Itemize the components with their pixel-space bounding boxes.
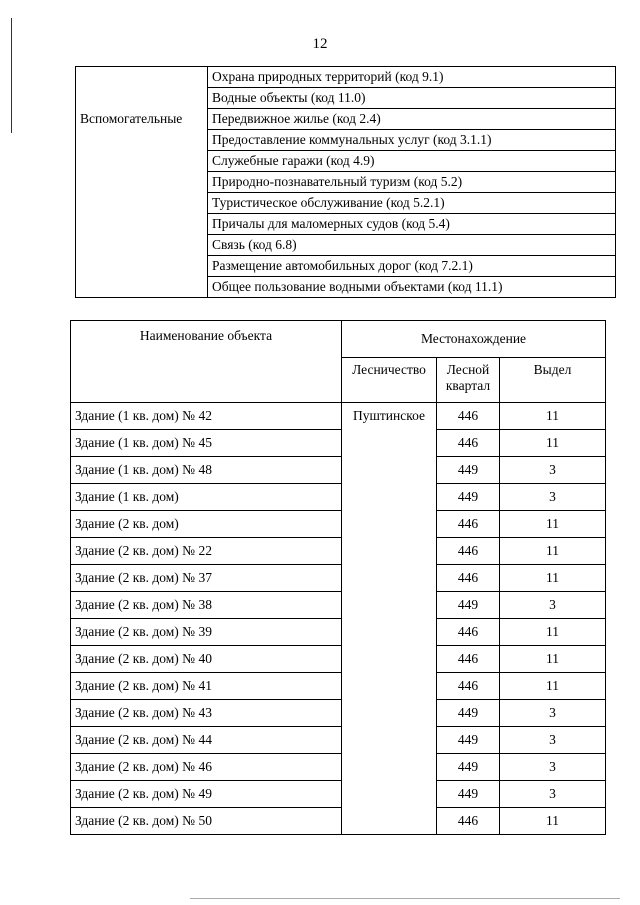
forestry-cell (342, 592, 437, 619)
vydel-cell: 11 (500, 673, 606, 700)
uses-item: Связь (код 6.8) (208, 235, 616, 256)
uses-row (76, 235, 616, 256)
uses-row (76, 193, 616, 214)
table-row (71, 673, 606, 700)
uses-item: Передвижное жилье (код 2.4) (208, 109, 616, 130)
forestry-cell (342, 700, 437, 727)
table-row (71, 511, 606, 538)
table-row (71, 781, 606, 808)
object-name: Здание (2 кв. дом) № 50 (71, 808, 342, 835)
forestry-cell (342, 538, 437, 565)
forestry-cell (342, 646, 437, 673)
object-name: Здание (2 кв. дом) № 44 (71, 727, 342, 754)
object-name: Здание (2 кв. дом) № 40 (71, 646, 342, 673)
footer-line (190, 898, 620, 899)
quarter-cell: 446 (437, 403, 500, 430)
header-location: Местонахождение (342, 321, 606, 358)
uses-row (76, 109, 616, 130)
uses-category-cell (76, 130, 208, 151)
permitted-uses-table (75, 66, 616, 298)
quarter-cell: 449 (437, 592, 500, 619)
quarter-cell: 449 (437, 727, 500, 754)
vydel-cell: 3 (500, 700, 606, 727)
table-row (71, 457, 606, 484)
object-name: Здание (2 кв. дом) (71, 511, 342, 538)
forestry-cell: Пуштинское (342, 403, 437, 430)
table-row (71, 727, 606, 754)
object-name: Здание (1 кв. дом) № 48 (71, 457, 342, 484)
forestry-cell (342, 484, 437, 511)
forestry-cell (342, 457, 437, 484)
vydel-cell: 11 (500, 808, 606, 835)
header-quarter: Лесной квартал (437, 358, 500, 403)
forestry-cell (342, 619, 437, 646)
objects-location-table (70, 320, 606, 835)
object-name: Здание (2 кв. дом) № 39 (71, 619, 342, 646)
uses-category-cell: Вспомогательные (76, 109, 208, 130)
vydel-cell: 3 (500, 781, 606, 808)
vydel-cell: 3 (500, 484, 606, 511)
vydel-cell: 11 (500, 511, 606, 538)
vydel-cell: 11 (500, 619, 606, 646)
uses-item: Предоставление коммунальных услуг (код 3.1.1) (208, 130, 616, 151)
object-name: Здание (2 кв. дом) № 22 (71, 538, 342, 565)
uses-item: Водные объекты (код 11.0) (208, 88, 616, 109)
table-row (71, 700, 606, 727)
page-number: 12 (312, 36, 328, 52)
uses-category-cell (76, 277, 208, 298)
uses-row (76, 172, 616, 193)
uses-category-cell (76, 172, 208, 193)
table-row (71, 646, 606, 673)
uses-row (76, 67, 616, 88)
quarter-cell: 449 (437, 781, 500, 808)
object-name: Здание (2 кв. дом) № 37 (71, 565, 342, 592)
table-row (71, 619, 606, 646)
uses-category-cell (76, 193, 208, 214)
quarter-cell: 446 (437, 565, 500, 592)
uses-category-cell (76, 235, 208, 256)
vydel-cell: 11 (500, 430, 606, 457)
uses-item: Природно-познавательный туризм (код 5.2) (208, 172, 616, 193)
uses-category-cell (76, 67, 208, 88)
object-name: Здание (2 кв. дом) № 46 (71, 754, 342, 781)
header-object-name: Наименование объекта (71, 321, 342, 403)
vydel-cell: 3 (500, 727, 606, 754)
quarter-cell: 446 (437, 808, 500, 835)
uses-row (76, 88, 616, 109)
quarter-cell: 446 (437, 673, 500, 700)
forestry-cell (342, 808, 437, 835)
quarter-cell: 449 (437, 484, 500, 511)
quarter-cell: 446 (437, 619, 500, 646)
uses-category-cell (76, 214, 208, 235)
forestry-cell (342, 781, 437, 808)
object-name: Здание (2 кв. дом) № 41 (71, 673, 342, 700)
object-name: Здание (1 кв. дом) (71, 484, 342, 511)
forestry-cell (342, 511, 437, 538)
table-row (71, 565, 606, 592)
uses-row (76, 214, 616, 235)
uses-category-cell (76, 151, 208, 172)
header-forestry: Лесничество (342, 358, 437, 403)
object-name: Здание (2 кв. дом) № 43 (71, 700, 342, 727)
vydel-cell: 11 (500, 646, 606, 673)
table-row (71, 754, 606, 781)
quarter-cell: 449 (437, 754, 500, 781)
uses-row (76, 277, 616, 298)
quarter-cell: 446 (437, 511, 500, 538)
uses-item: Общее пользование водными объектами (код 11.1) (208, 277, 616, 298)
uses-category-cell (76, 88, 208, 109)
vydel-cell: 3 (500, 592, 606, 619)
vydel-cell: 11 (500, 565, 606, 592)
quarter-cell: 446 (437, 538, 500, 565)
uses-item: Туристическое обслуживание (код 5.2.1) (208, 193, 616, 214)
table-row (71, 538, 606, 565)
vydel-cell: 3 (500, 457, 606, 484)
table-row (71, 403, 606, 430)
uses-row (76, 256, 616, 277)
quarter-cell: 449 (437, 457, 500, 484)
uses-row (76, 151, 616, 172)
table-row (71, 592, 606, 619)
uses-row (76, 130, 616, 151)
uses-category-cell (76, 256, 208, 277)
quarter-cell: 446 (437, 646, 500, 673)
object-name: Здание (2 кв. дом) № 49 (71, 781, 342, 808)
vydel-cell: 3 (500, 754, 606, 781)
uses-item: Размещение автомобильных дорог (код 7.2.1) (208, 256, 616, 277)
forestry-cell (342, 754, 437, 781)
object-name: Здание (1 кв. дом) № 45 (71, 430, 342, 457)
uses-item: Охрана природных территорий (код 9.1) (208, 67, 616, 88)
table-row (71, 484, 606, 511)
quarter-cell: 449 (437, 700, 500, 727)
vydel-cell: 11 (500, 403, 606, 430)
table-row (71, 430, 606, 457)
forestry-cell (342, 430, 437, 457)
forestry-cell (342, 727, 437, 754)
uses-item: Служебные гаражи (код 4.9) (208, 151, 616, 172)
uses-item: Причалы для маломерных судов (код 5.4) (208, 214, 616, 235)
table-row (71, 808, 606, 835)
forestry-cell (342, 673, 437, 700)
object-name: Здание (2 кв. дом) № 38 (71, 592, 342, 619)
vydel-cell: 11 (500, 538, 606, 565)
quarter-cell: 446 (437, 430, 500, 457)
forestry-cell (342, 565, 437, 592)
header-vydel: Выдел (500, 358, 606, 403)
object-name: Здание (1 кв. дом) № 42 (71, 403, 342, 430)
